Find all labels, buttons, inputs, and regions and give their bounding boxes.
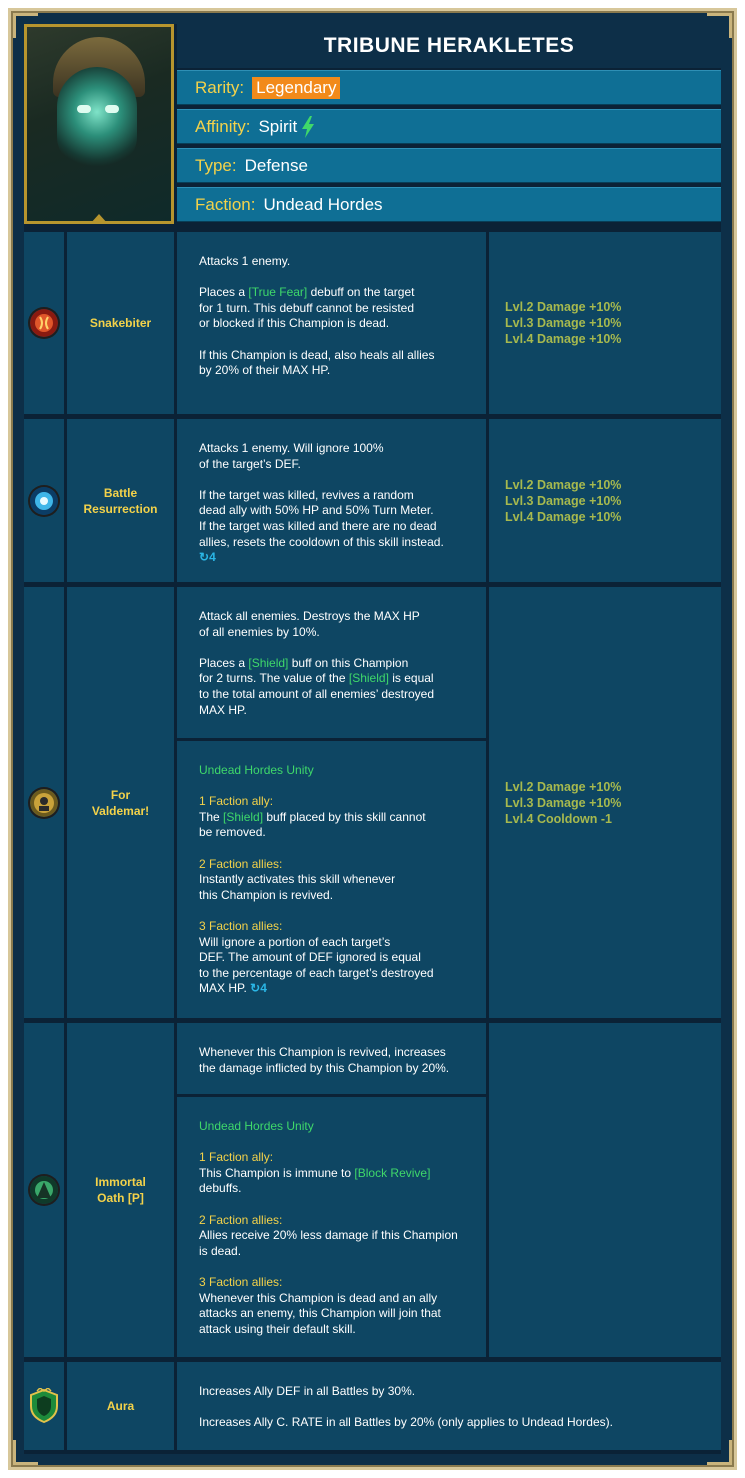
skill-desc-immortal-oath: Whenever this Champion is revived, increases the damage inflicted by this Champion by 20%. — [177, 1023, 486, 1094]
cooldown-indicator: ↻4 — [250, 981, 267, 996]
affinity-value: Spirit — [258, 116, 298, 136]
skill-name-snakebiter: Snakebiter — [67, 232, 174, 414]
block-revive-keyword: [Block Revive] — [354, 1165, 431, 1180]
skill-levels-immortal-oath — [489, 1023, 721, 1357]
skill-unity-immortal-oath: Undead Hordes Unity 1 Faction ally: This Champion is immune to [Block Revive] debuffs. 2 Faction allies: Allies receive 20% less damage if this Champion is dead. 3 Faction allies: Whenever this Champion is dead and an ally attacks an enemy, this Champion will join that attack using their default skill. — [177, 1097, 486, 1357]
cooldown-icon: ↻ — [250, 981, 261, 996]
champion-name: TRIBUNE HERAKLETES — [177, 24, 721, 68]
skill-levels-for-valdemar: Lvl.2 Damage +10% Lvl.3 Damage +10% Lvl.4 Cooldown -1 — [489, 587, 721, 1018]
skill-name-for-valdemar: For Valdemar! — [67, 587, 174, 1018]
faction-row — [177, 187, 721, 222]
true-fear-keyword: [True Fear] — [248, 285, 308, 300]
skill-icon-cell — [24, 419, 64, 582]
faction-value: Undead Hordes — [263, 194, 383, 214]
skill-name-battle-resurrection: Battle Resurrection — [67, 419, 174, 582]
affinity-label: Affinity: — [195, 116, 251, 136]
rarity-label: Rarity: — [195, 77, 245, 97]
skill-levels-battle-resurrection: Lvl.2 Damage +10% Lvl.3 Damage +10% Lvl.4 Damage +10% — [489, 419, 721, 582]
type-label: Type: — [195, 155, 237, 175]
affinity-row — [177, 109, 721, 144]
skill-desc-battle-resurrection: Attacks 1 enemy. Will ignore 100% of the target’s DEF. If the target was killed, revives a random dead ally with 50% HP and 50% Turn Meter. If the target was killed and there are no dead allies, resets the cooldown of this skill instead. ↻4 — [177, 419, 486, 582]
shield-keyword: [Shield] — [348, 671, 389, 686]
skill-levels-snakebiter: Lvl.2 Damage +10% Lvl.3 Damage +10% Lvl.4 Damage +10% — [489, 232, 721, 414]
skill-desc-for-valdemar: Attack all enemies. Destroys the MAX HP of all enemies by 10%. Places a [Shield] buff on this Champion for 2 turns. The value of the [Shield] is equal to the total amount of all enemies’ destroyed MAX HP. — [177, 587, 486, 738]
champion-portrait — [24, 24, 174, 224]
skill-desc-snakebiter: Attacks 1 enemy. Places a [True Fear] debuff on the target for 1 turn. This debuff cannot be resisted or blocked if this Champion is dead. If this Champion is dead, also heals all allies by 20% of their MAX HP. — [177, 232, 486, 414]
skill-icon-cell — [24, 1023, 64, 1357]
rarity-row — [177, 70, 721, 105]
for-valdemar-icon — [30, 789, 58, 817]
skill-icon-cell — [24, 232, 64, 414]
battle-resurrection-icon — [30, 487, 58, 515]
faction-label: Faction: — [195, 194, 256, 214]
type-value: Defense — [244, 155, 308, 175]
skill-name-immortal-oath: Immortal Oath [P] — [67, 1023, 174, 1357]
snakebiter-icon — [30, 309, 58, 337]
cooldown-icon: ↻ — [199, 550, 210, 565]
aura-shield-icon — [29, 1388, 59, 1424]
cooldown-indicator: ↻4 — [199, 550, 216, 565]
rarity-badge: Legendary — [252, 77, 340, 99]
skill-unity-for-valdemar: Undead Hordes Unity 1 Faction ally: The [Shield] buff placed by this skill cannot be removed. 2 Faction allies: Instantly activates this skill whenever this Champion is revived. 3 Faction allies: Will ignore a portion of each target’s DEF. The amount of DEF ignored is equal to the percentage of each target’s destroyed MAX HP. ↻4 — [177, 741, 486, 1018]
immortal-oath-icon — [30, 1176, 58, 1204]
aura-icon-cell — [24, 1362, 64, 1450]
aura-desc: Increases Ally DEF in all Battles by 30%. Increases Ally C. RATE in all Battles by 20% (only applies to Undead Hordes). — [177, 1362, 721, 1450]
shield-keyword: [Shield] — [248, 655, 289, 670]
spirit-bolt-icon — [301, 116, 315, 138]
champion-card — [24, 24, 721, 1454]
shield-keyword: [Shield] — [223, 809, 264, 824]
skill-icon-cell — [24, 587, 64, 1018]
aura-name: Aura — [67, 1362, 174, 1450]
type-row — [177, 148, 721, 183]
